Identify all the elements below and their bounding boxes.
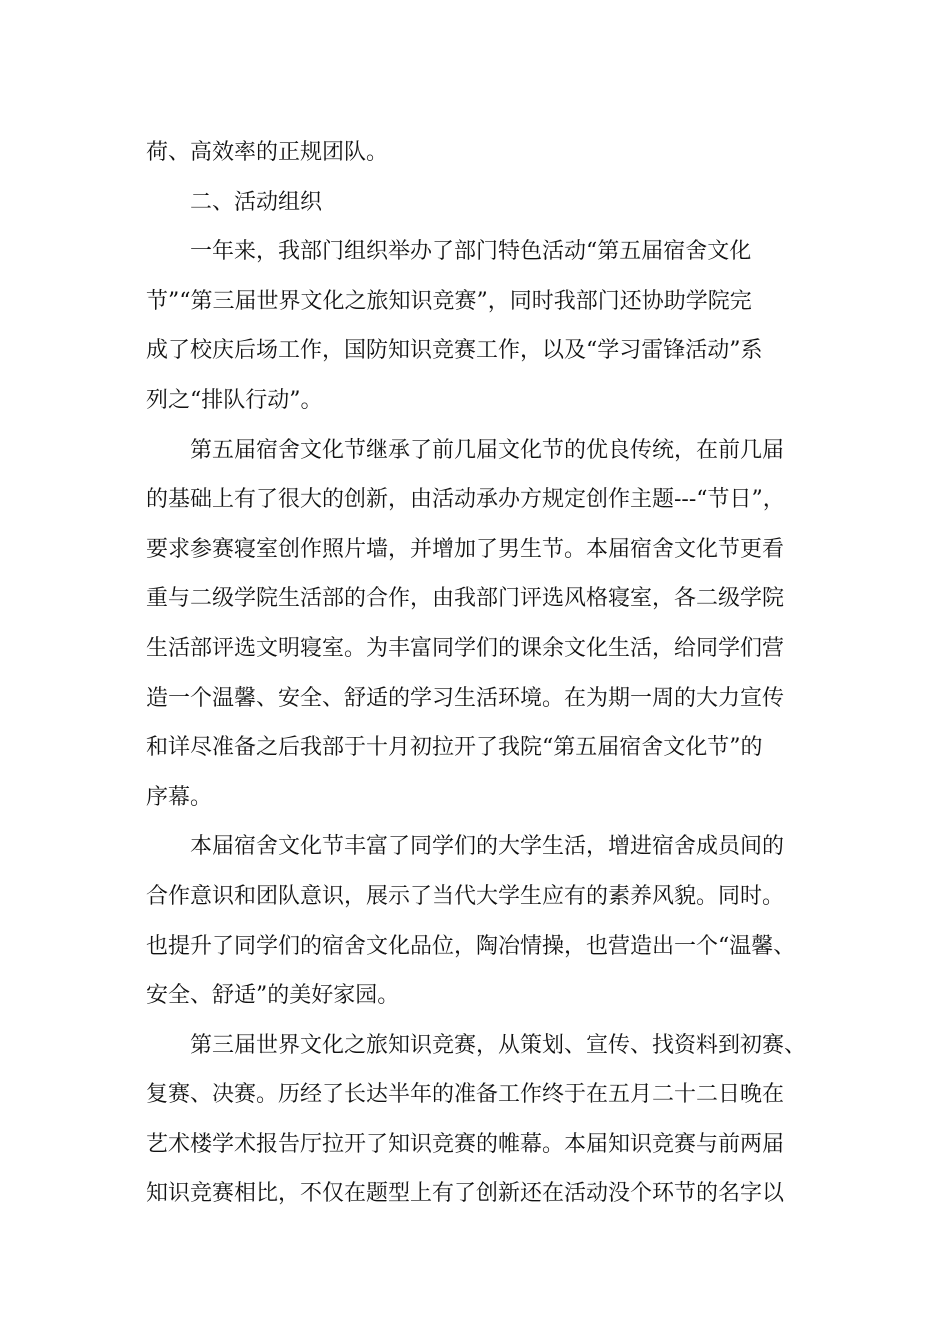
text-line: 造一个温馨、安全、舒适的学习生活环境。在为期一周的大力宣传 [146, 685, 785, 711]
text-line: 和详尽准备之后我部于十月初拉开了我院“第五届宿舍文化节”的 [146, 735, 763, 761]
text-line: 第三届世界文化之旅知识竞赛，从策划、宣传、找资料到初赛、 [190, 1032, 807, 1058]
text-line: 成了校庆后场工作，国防知识竞赛工作，以及“学习雷锋活动”系 [146, 338, 763, 364]
text-line: 第五届宿舍文化节继承了前几届文化节的优良传统，在前几届 [190, 437, 785, 463]
text-line: 要求参赛寝室创作照片墙，并增加了男生节。本届宿舍文化节更看 [146, 536, 785, 562]
text-line: 艺术楼学术报告厅拉开了知识竞赛的帷幕。本届知识竞赛与前两届 [146, 1131, 785, 1157]
section-heading: 二、活动组织 [190, 189, 323, 215]
text-line: 知识竞赛相比，不仅在题型上有了创新还在活动没个环节的名字以 [146, 1181, 785, 1207]
text-line: 复赛、决赛。历经了长达半年的准备工作终于在五月二十二日晚在 [146, 1082, 785, 1108]
text-line: 合作意识和团队意识，展示了当代大学生应有的素养风貌。同时。 [146, 883, 785, 909]
text-line: 生活部评选文明寝室。为丰富同学们的课余文化生活，给同学们营 [146, 635, 785, 661]
text-line: 列之“排队行动”。 [146, 387, 323, 413]
text-line: 荷、高效率的正规团队。 [146, 140, 389, 165]
text-line: 也提升了同学们的宿舍文化品位，陶冶情操，也营造出一个“温馨、 [146, 933, 796, 959]
text-line: 序幕。 [146, 784, 213, 810]
text-line: 的基础上有了很大的创新，由活动承办方规定创作主题---“节日”， [146, 487, 785, 513]
text-line: 节”“第三届世界文化之旅知识竞赛”，同时我部门还协助学院完 [146, 288, 752, 314]
text-line: 重与二级学院生活部的合作，由我部门评选风格寝室，各二级学院 [146, 586, 785, 612]
text-line: 一年来，我部门组织举办了部门特色活动“第五届宿舍文化 [190, 239, 752, 265]
text-line: 本届宿舍文化节丰富了同学们的大学生活，增进宿舍成员间的 [190, 834, 785, 860]
body-text [146, 128, 806, 1219]
text-line: 安全、舒适”的美好家园。 [146, 983, 400, 1009]
